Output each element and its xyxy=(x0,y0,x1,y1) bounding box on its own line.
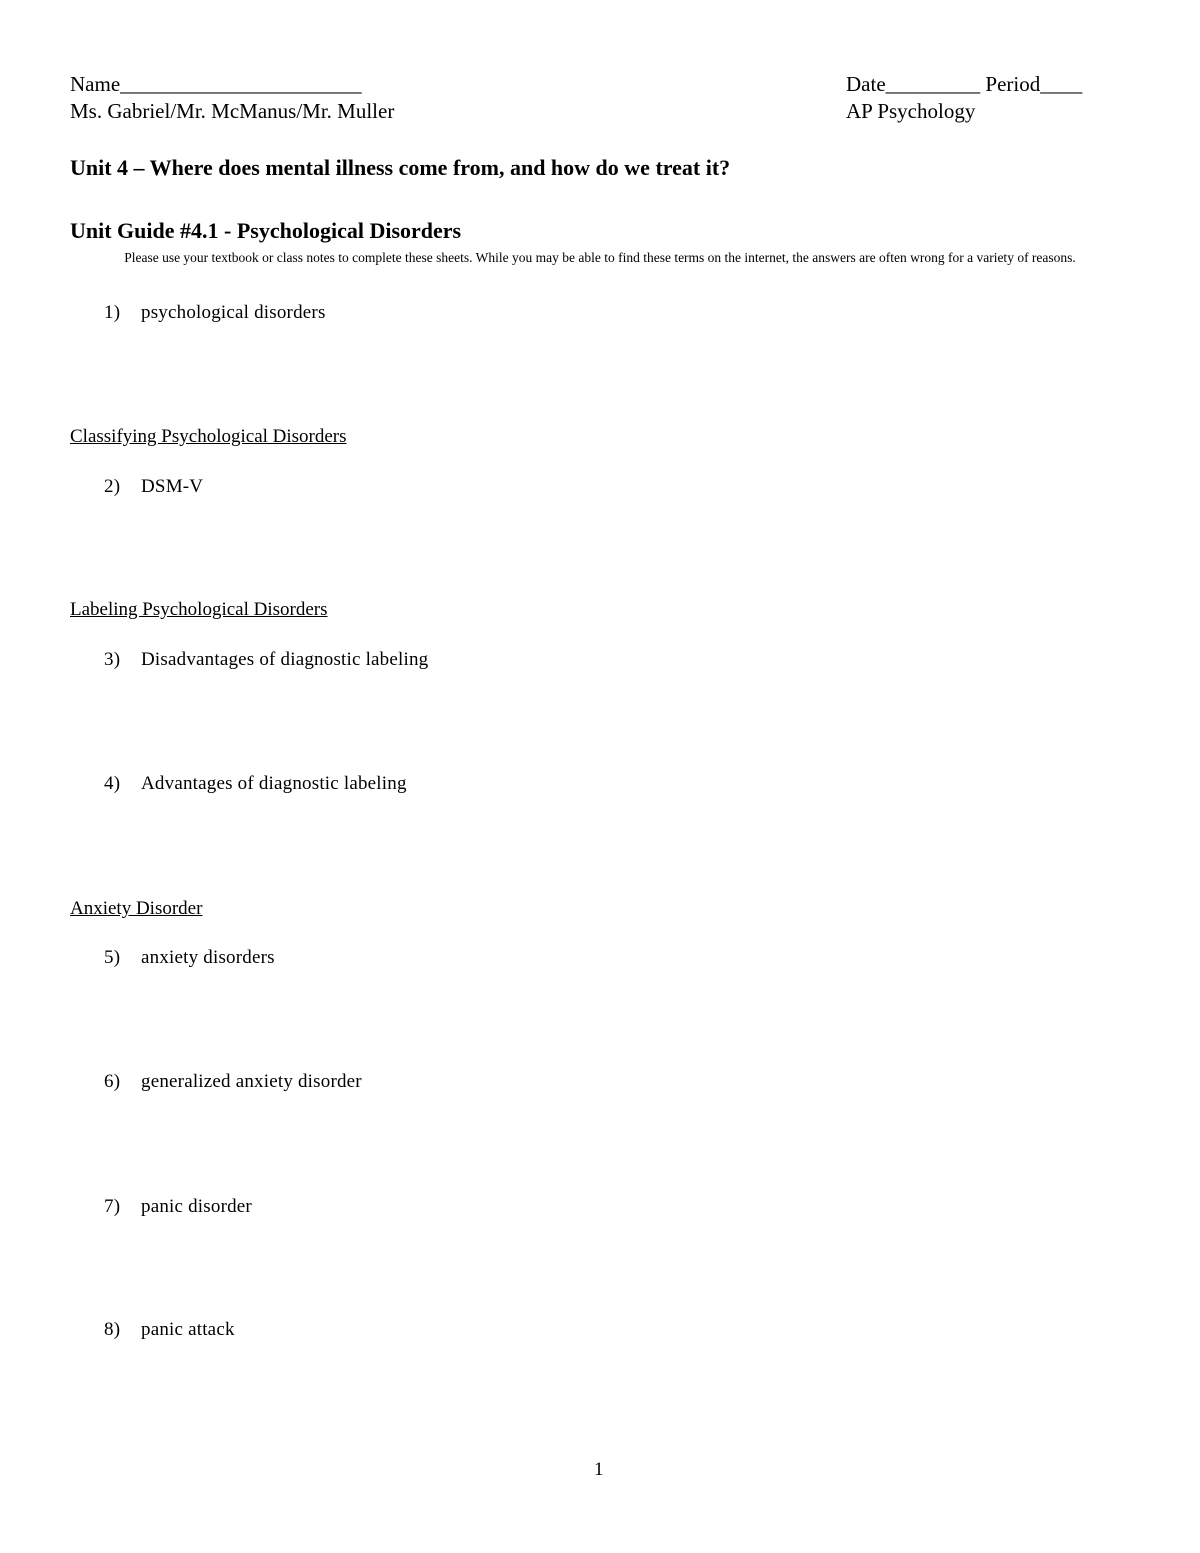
date-period-line: Date_________ Period____ xyxy=(846,72,1083,96)
item-number: 5) xyxy=(104,947,121,968)
item-term: generalized anxiety disorder xyxy=(141,1071,362,1092)
section-heading-labeling: Labeling Psychological Disorders xyxy=(70,599,328,620)
item-term: psychological disorders xyxy=(141,302,326,323)
item-number: 8) xyxy=(104,1319,121,1340)
guide-title: Unit Guide #4.1 - Psychological Disorders xyxy=(70,218,462,243)
item-number: 7) xyxy=(104,1196,121,1217)
section-heading-classifying: Classifying Psychological Disorders xyxy=(70,426,347,447)
list-item xyxy=(104,1071,362,1093)
item-number: 6) xyxy=(104,1071,121,1092)
list-item xyxy=(104,649,428,671)
item-term: Disadvantages of diagnostic labeling xyxy=(141,649,429,670)
item-term: panic attack xyxy=(141,1319,235,1340)
list-item xyxy=(104,947,275,969)
item-number: 4) xyxy=(104,773,121,794)
teachers-line: Ms. Gabriel/Mr. McManus/Mr. Muller xyxy=(70,99,395,123)
list-item xyxy=(104,1319,235,1341)
item-number: 2) xyxy=(104,476,121,497)
item-term: Advantages of diagnostic labeling xyxy=(141,773,407,794)
course-name: AP Psychology xyxy=(846,99,976,123)
unit-title: Unit 4 – Where does mental illness come from, and how do we treat it? xyxy=(70,155,731,180)
item-term: DSM-V xyxy=(141,476,204,497)
page-number: 1 xyxy=(594,1459,604,1480)
item-term: anxiety disorders xyxy=(141,947,275,968)
list-item xyxy=(104,476,203,498)
name-line: Name_______________________ xyxy=(70,72,362,96)
instructions-text: Please use your textbook or class notes to complete these sheets. While you may be able to find these terms on the internet, the answers are often wrong for a variety of reasons. xyxy=(124,250,1076,265)
item-number: 3) xyxy=(104,649,121,670)
item-number: 1) xyxy=(104,302,121,323)
item-term: panic disorder xyxy=(141,1196,252,1217)
list-item xyxy=(104,302,326,324)
list-item xyxy=(104,773,407,795)
list-item xyxy=(104,1196,252,1218)
section-heading-anxiety: Anxiety Disorder xyxy=(70,898,203,919)
